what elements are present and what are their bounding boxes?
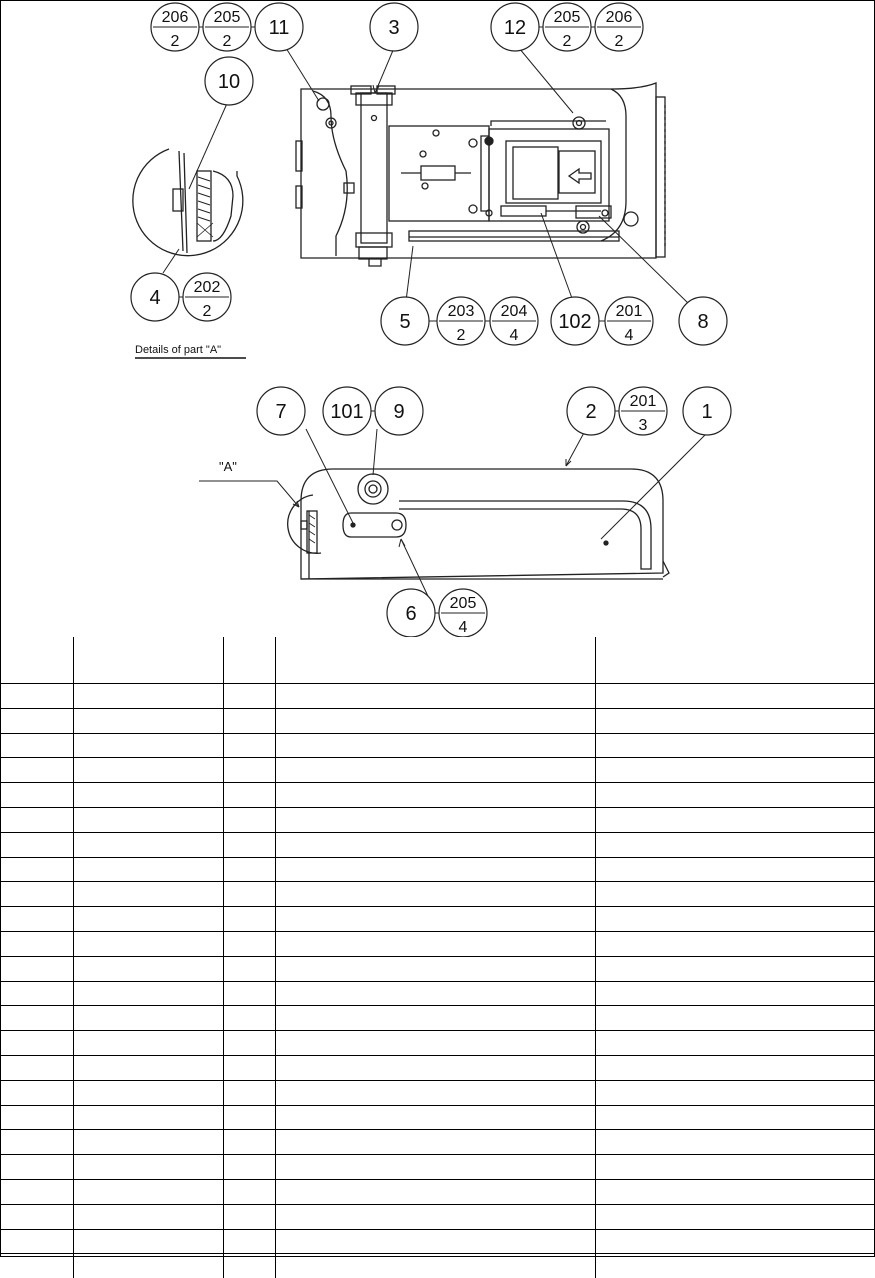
table-cell	[595, 783, 874, 808]
table-cell	[275, 1155, 595, 1180]
qty-balloon-202-item: 202	[194, 279, 221, 296]
table-cell	[595, 981, 874, 1006]
qty-balloon-204-item: 204	[501, 303, 528, 320]
table-cell	[73, 956, 223, 981]
table-cell	[73, 1006, 223, 1031]
balloon-6: 6	[405, 603, 416, 625]
table-cell	[595, 1130, 874, 1155]
parts-table-body	[1, 684, 874, 1278]
table-cell	[1, 733, 73, 758]
table-cell	[275, 758, 595, 783]
table-cell	[223, 1055, 275, 1080]
table-row	[1, 1204, 874, 1229]
balloon-10: 10	[218, 71, 240, 93]
table-row	[1, 981, 874, 1006]
table-cell	[223, 931, 275, 956]
table-cell	[223, 907, 275, 932]
table-cell	[595, 1254, 874, 1278]
balloon-12: 12	[504, 17, 526, 39]
table-cell	[595, 1229, 874, 1254]
table-cell	[275, 1031, 595, 1056]
table-cell	[1, 1254, 73, 1278]
front-view	[288, 469, 669, 579]
qty-balloon-203-item: 203	[448, 303, 475, 320]
table-cell	[1, 684, 73, 709]
balloon-5: 5	[399, 311, 410, 333]
qty-balloon-205-item: 205	[554, 9, 581, 26]
table-cell	[595, 931, 874, 956]
table-row	[1, 1006, 874, 1031]
table-cell	[73, 1105, 223, 1130]
table-row	[1, 1105, 874, 1130]
table-cell	[223, 1204, 275, 1229]
table-cell	[595, 758, 874, 783]
table-cell	[73, 882, 223, 907]
table-cell	[223, 1031, 275, 1056]
table-cell	[595, 1155, 874, 1180]
table-row	[1, 733, 874, 758]
table-cell	[275, 1229, 595, 1254]
table-cell	[1, 956, 73, 981]
table-cell	[595, 1080, 874, 1105]
table-row	[1, 1055, 874, 1080]
table-cell	[223, 733, 275, 758]
table-cell	[1, 708, 73, 733]
table-cell	[595, 857, 874, 882]
detail-a-view	[133, 149, 243, 256]
table-cell	[223, 1254, 275, 1278]
column-header	[595, 637, 874, 684]
table-cell	[1, 1155, 73, 1180]
table-cell	[275, 708, 595, 733]
table-row	[1, 1031, 874, 1056]
table-cell	[73, 1130, 223, 1155]
qty-balloon-201-qty: 3	[639, 417, 648, 434]
table-row	[1, 832, 874, 857]
table-row	[1, 758, 874, 783]
table-row	[1, 1229, 874, 1254]
table-cell	[1, 1080, 73, 1105]
table-cell	[275, 981, 595, 1006]
parts-list-table	[1, 637, 874, 1278]
table-cell	[223, 1155, 275, 1180]
qty-balloon-205-item: 205	[214, 9, 241, 26]
table-cell	[1, 783, 73, 808]
table-cell	[73, 1254, 223, 1278]
qty-balloon-205-qty: 2	[563, 33, 572, 50]
column-header	[275, 637, 595, 684]
table-cell	[595, 1031, 874, 1056]
table-cell	[73, 708, 223, 733]
table-row	[1, 907, 874, 932]
table-cell	[73, 1055, 223, 1080]
table-cell	[275, 832, 595, 857]
table-cell	[275, 882, 595, 907]
table-cell	[223, 1229, 275, 1254]
table-cell	[595, 882, 874, 907]
assembly-drawing	[1, 1, 874, 637]
table-cell	[1, 1229, 73, 1254]
table-cell	[1, 1179, 73, 1204]
table-cell	[73, 733, 223, 758]
table-cell	[595, 708, 874, 733]
table-cell	[1, 1105, 73, 1130]
table-row	[1, 684, 874, 709]
table-cell	[275, 857, 595, 882]
table-row	[1, 956, 874, 981]
view-label: "A"	[219, 459, 237, 474]
table-cell	[275, 1006, 595, 1031]
table-cell	[73, 684, 223, 709]
table-cell	[595, 956, 874, 981]
table-cell	[595, 1105, 874, 1130]
table-cell	[223, 857, 275, 882]
balloon-2: 2	[585, 401, 596, 423]
table-row	[1, 807, 874, 832]
table-cell	[223, 981, 275, 1006]
qty-balloon-201-qty: 4	[625, 327, 634, 344]
table-cell	[73, 1031, 223, 1056]
table-cell	[275, 1179, 595, 1204]
table-cell	[73, 1080, 223, 1105]
table-row	[1, 931, 874, 956]
balloon-102: 102	[558, 311, 591, 333]
table-cell	[73, 832, 223, 857]
table-cell	[223, 956, 275, 981]
table-row	[1, 1179, 874, 1204]
balloon-8: 8	[697, 311, 708, 333]
column-header	[223, 637, 275, 684]
top-view	[296, 83, 665, 266]
balloon-3: 3	[388, 17, 399, 39]
table-cell	[275, 733, 595, 758]
table-cell	[223, 807, 275, 832]
table-cell	[73, 981, 223, 1006]
qty-balloon-204-qty: 4	[510, 327, 519, 344]
table-cell	[73, 807, 223, 832]
table-cell	[1, 857, 73, 882]
table-cell	[275, 783, 595, 808]
table-cell	[223, 882, 275, 907]
table-cell	[223, 708, 275, 733]
table-cell	[595, 733, 874, 758]
qty-balloon-206-qty: 2	[171, 33, 180, 50]
table-cell	[1, 981, 73, 1006]
qty-balloon-206-qty: 2	[615, 33, 624, 50]
table-cell	[223, 1006, 275, 1031]
table-cell	[595, 684, 874, 709]
table-row	[1, 1130, 874, 1155]
balloon-1: 1	[701, 401, 712, 423]
column-header	[1, 637, 73, 684]
table-cell	[73, 1155, 223, 1180]
balloon-4: 4	[149, 287, 160, 309]
table-cell	[223, 684, 275, 709]
column-header	[73, 637, 223, 684]
table-row	[1, 783, 874, 808]
table-cell	[275, 1254, 595, 1278]
table-cell	[73, 907, 223, 932]
table-cell	[1, 907, 73, 932]
qty-balloon-205-item: 205	[450, 595, 477, 612]
table-cell	[1, 931, 73, 956]
balloon-101: 101	[330, 401, 363, 423]
table-cell	[1, 832, 73, 857]
table-cell	[1, 1006, 73, 1031]
table-cell	[275, 956, 595, 981]
table-row	[1, 1155, 874, 1180]
qty-balloon-203-qty: 2	[457, 327, 466, 344]
table-row	[1, 708, 874, 733]
table-cell	[1, 882, 73, 907]
table-cell	[275, 1204, 595, 1229]
balloon-7: 7	[275, 401, 286, 423]
qty-balloon-205-qty: 2	[223, 33, 232, 50]
table-row	[1, 882, 874, 907]
qty-balloon-201-item: 201	[630, 393, 657, 410]
table-cell	[223, 758, 275, 783]
table-cell	[223, 783, 275, 808]
table-cell	[595, 1055, 874, 1080]
table-cell	[73, 1229, 223, 1254]
table-cell	[275, 807, 595, 832]
qty-balloon-206-item: 206	[162, 9, 189, 26]
table-cell	[223, 832, 275, 857]
table-cell	[73, 783, 223, 808]
table-cell	[595, 907, 874, 932]
qty-balloon-201-item: 201	[616, 303, 643, 320]
table-cell	[73, 758, 223, 783]
qty-balloon-206-item: 206	[606, 9, 633, 26]
table-cell	[1, 1130, 73, 1155]
table-cell	[275, 1080, 595, 1105]
table-cell	[595, 1179, 874, 1204]
table-cell	[595, 1006, 874, 1031]
table-header-row	[1, 637, 874, 684]
table-row	[1, 1254, 874, 1278]
table-row	[1, 857, 874, 882]
detail-caption: Details of part "A"	[135, 344, 221, 356]
qty-balloon-205-qty: 4	[459, 619, 468, 636]
table-cell	[73, 1204, 223, 1229]
table-cell	[595, 807, 874, 832]
table-cell	[1, 1055, 73, 1080]
qty-balloon-202-qty: 2	[203, 303, 212, 320]
table-cell	[595, 1204, 874, 1229]
table-cell	[275, 931, 595, 956]
table-cell	[1, 1204, 73, 1229]
table-cell	[1, 807, 73, 832]
table-cell	[73, 931, 223, 956]
table-cell	[275, 684, 595, 709]
table-cell	[223, 1105, 275, 1130]
table-cell	[275, 1130, 595, 1155]
balloon-9: 9	[393, 401, 404, 423]
table-cell	[1, 1031, 73, 1056]
table-row	[1, 1080, 874, 1105]
table-cell	[223, 1179, 275, 1204]
table-cell	[275, 1055, 595, 1080]
table-cell	[73, 1179, 223, 1204]
balloon-11: 11	[269, 17, 290, 39]
table-cell	[73, 857, 223, 882]
table-cell	[223, 1130, 275, 1155]
table-cell	[595, 832, 874, 857]
table-cell	[275, 907, 595, 932]
table-cell	[275, 1105, 595, 1130]
table-cell	[1, 758, 73, 783]
table-cell	[223, 1080, 275, 1105]
